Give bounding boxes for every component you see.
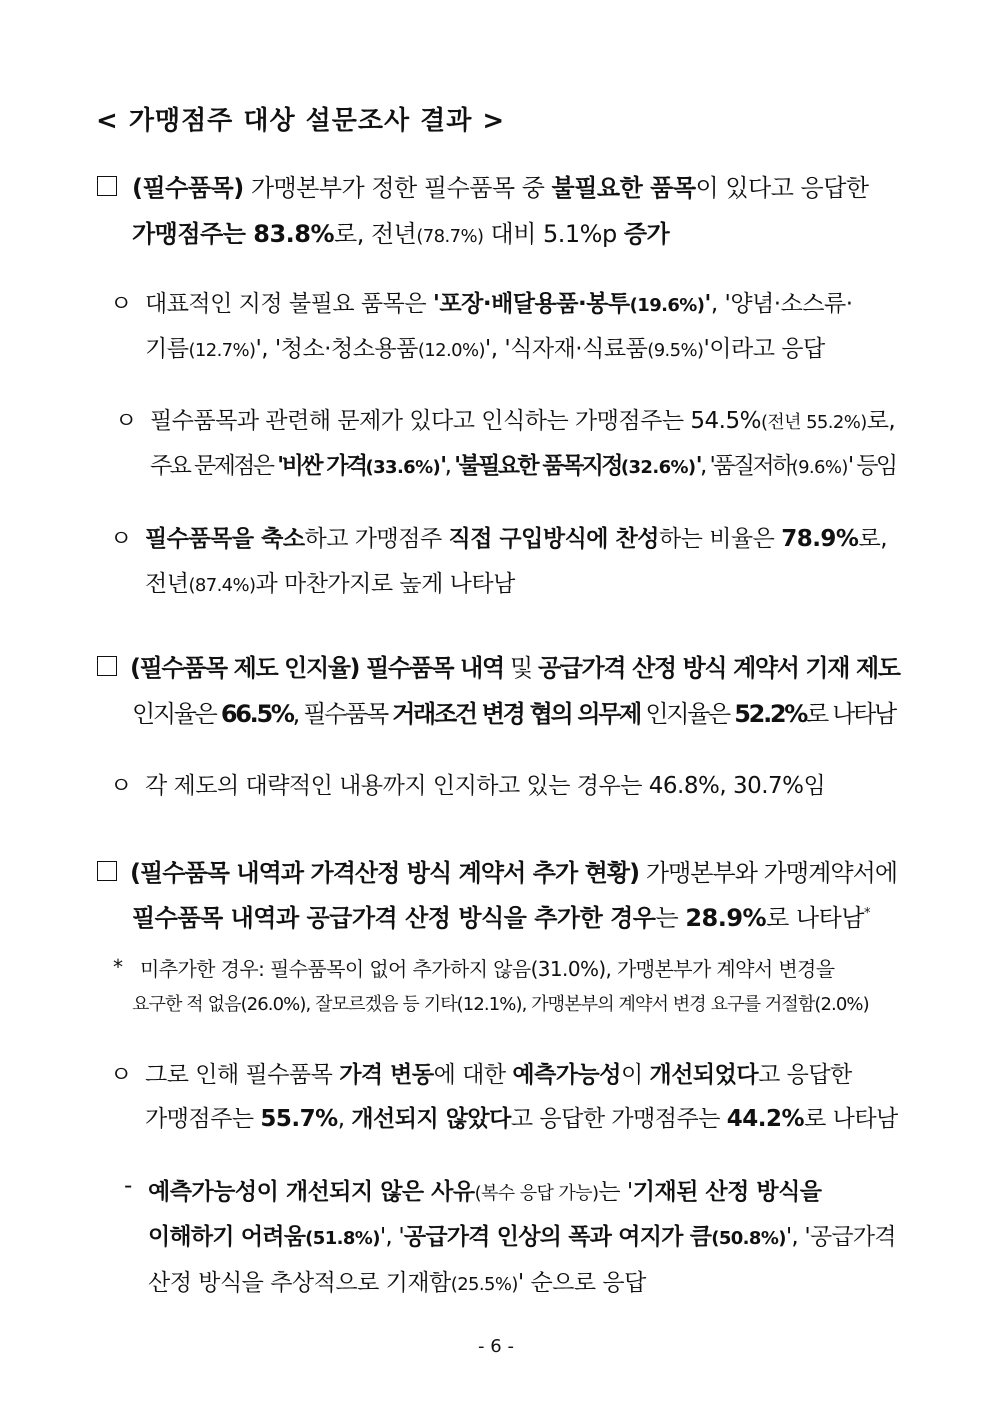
text-bold: 기재된 산정 방식을 (632, 1179, 822, 1205)
text-bold: 예측가능성이 개선되지 않은 사유 (148, 1179, 475, 1205)
text-bold: 예측가능성 (512, 1062, 621, 1088)
section3-line1 (130, 853, 897, 888)
text: 가맹본부가 정한 필수품목 중 (243, 174, 552, 202)
section2-bullet1: 각 제도의 대략적인 내용까지 인지하고 있는 경우는 46.8%, 30.7%임 (145, 773, 826, 799)
text: 에 대한 (433, 1062, 513, 1088)
section1-heading: (필수품목) (132, 174, 244, 202)
text-bold: 44.2% (726, 1106, 805, 1132)
text-small: (9.6%) (791, 457, 848, 478)
text-small: (9.5%) (647, 340, 704, 361)
section3-sub1-line1 (148, 1173, 822, 1206)
text: , '품질저하 (700, 453, 792, 479)
text-small: (51.8%) (305, 1228, 380, 1249)
text-bold: 직접 구입방식에 찬성 (448, 526, 659, 552)
section1-bullet2-line1 (150, 402, 895, 435)
text-bold: 개선되지 않았다 (351, 1106, 511, 1132)
text: 대비 5.1%p (483, 220, 624, 248)
text: 인지율은 (132, 700, 221, 728)
section1-line2 (132, 214, 669, 249)
text-bold: 불필요한 품목 (551, 174, 696, 202)
page-number: - 6 - (478, 1336, 514, 1357)
text-small: (50.8%) (711, 1228, 786, 1249)
checkbox-square-icon (97, 861, 117, 881)
text: 하는 비율은 (658, 526, 782, 552)
text: , '양념·소스류· (710, 291, 853, 317)
text-small: (32.6%) (620, 457, 696, 478)
text: 로, 전년 (334, 220, 417, 248)
text-small: (19.6%) (629, 295, 705, 316)
text-bold: 78.9% (781, 526, 859, 552)
section1-bullet2-line2 (150, 447, 896, 480)
bullet-circle: ㅇ (110, 526, 132, 552)
bullet-circle: ㅇ (110, 291, 132, 317)
text: '이라고 응답 (703, 336, 825, 362)
bullet-circle: ㅇ (115, 408, 137, 434)
text: 산정 방식을 추상적으로 기재함 (148, 1270, 451, 1296)
text: 로, (866, 408, 896, 434)
text: 인지율은 (640, 700, 735, 728)
text-bold: 거래조건 변경 협의 의무제 (392, 700, 641, 728)
section2-line2 (132, 694, 895, 729)
section1-bullet3-line1 (145, 520, 887, 553)
text-bold: 66.5% (220, 700, 293, 728)
section3-bullet1-line1 (145, 1056, 852, 1089)
text: , 필수품목 (292, 700, 393, 728)
text-bold: 55.7% (260, 1106, 338, 1132)
text: 대표적인 지정 불필요 품목은 (145, 291, 433, 317)
text-bold: 공급가격 산정 방식 계약서 기재 제도 (537, 654, 900, 682)
text-bold: 가격 변동 (339, 1062, 434, 1088)
text: 가맹본부와 가맹계약서에 (639, 859, 898, 887)
text: 로, (858, 526, 888, 552)
text-bold: '포장·배달용품·봉투 (432, 291, 630, 317)
text-bold: 공급가격 인상의 폭과 여지가 큼 (403, 1224, 712, 1250)
checkbox-square-icon (97, 656, 117, 676)
section3-bullet1-line2 (145, 1100, 898, 1133)
section1-bullet1-line2 (145, 330, 825, 363)
text-bold: 28.9% (685, 904, 767, 932)
section3-note-line2: 요구한 적 없음(26.0%), 잘모르겠음 등 기타(12.1%), 가맹본부의 계약서 변경 요구를 거절함(2.0%) (132, 994, 869, 1015)
text: 로 나타남 (804, 1106, 898, 1132)
text-bold: 이해하기 어려움 (148, 1224, 306, 1250)
text-small: (12.0%) (417, 340, 485, 361)
text: 고 응답한 (758, 1062, 852, 1088)
text: , (444, 453, 455, 479)
section2-line1 (130, 648, 900, 683)
text-small: (87.4%) (188, 575, 256, 596)
footnote-marker: * (863, 906, 870, 921)
text: ', '식자재·식료품 (484, 336, 648, 362)
text-bold: '불필요한 품목지정 (454, 453, 621, 479)
text-small: (25.5%) (450, 1274, 518, 1295)
section3-sub1-line2 (148, 1218, 896, 1251)
text-bold: 필수품목을 축소 (145, 526, 305, 552)
section3-heading: (필수품목 내역과 가격산정 방식 계약서 추가 현황) (130, 859, 640, 887)
text-bold: 증가 (623, 220, 670, 248)
text: ', ' (379, 1224, 404, 1250)
text-bold: ' (704, 291, 711, 317)
text: 주요 문제점은 (150, 453, 278, 479)
note-asterisk: * (113, 955, 123, 979)
text-bold: 가맹점주는 83.8% (132, 220, 335, 248)
text-bold: ' (440, 453, 445, 479)
text-bold: ' (695, 453, 701, 479)
text-bold: '비싼 가격 (277, 453, 366, 479)
text: ' 등임 (847, 453, 896, 479)
section3-note-line1: 미추가한 경우: 필수품목이 없어 추가하지 않음(31.0%), 가맹본부가 계약서 변경을 (140, 957, 835, 981)
text: 필수품목과 관련해 문제가 있다고 인식하는 가맹점주는 54.5% (150, 408, 761, 434)
text: 가맹점주는 (145, 1106, 261, 1132)
text: 로 나타남 (806, 700, 895, 728)
text: 이 (620, 1062, 650, 1088)
text: ' 순으로 응답 (517, 1270, 646, 1296)
text-small: (전년 55.2%) (760, 412, 867, 433)
page-title: < 가맹점주 대상 설문조사 결과 > (96, 106, 506, 136)
text-small: (12.7%) (188, 340, 256, 361)
text-small: (복수 응답 가능) (474, 1183, 599, 1204)
text: 전년 (145, 571, 189, 597)
text-small: (78.7%) (416, 226, 484, 247)
text: 고 응답한 가맹점주는 (510, 1106, 727, 1132)
section1-bullet3-line2 (145, 565, 515, 598)
section1-bullet1-line1 (145, 285, 853, 318)
checkbox-square-icon (97, 176, 117, 196)
section3-sub1-line3 (148, 1264, 646, 1297)
bullet-circle: ㅇ (110, 773, 132, 799)
text: 기름 (145, 336, 189, 362)
text-small: (33.6%) (365, 457, 441, 478)
text: 그로 인해 필수품목 (145, 1062, 340, 1088)
text: ', '공급가격 (785, 1224, 896, 1250)
text: 과 마찬가지로 높게 나타남 (255, 571, 515, 597)
section3-line2 (132, 898, 870, 933)
text: 하고 가맹점주 (304, 526, 449, 552)
text: 는 (655, 904, 686, 932)
bullet-dash: - (124, 1173, 132, 1199)
text: 및 (503, 654, 538, 682)
text-bold: 개선되었다 (649, 1062, 759, 1088)
text: 는 ' (598, 1179, 633, 1205)
text-bold: 필수품목 내역과 공급가격 산정 방식을 추가한 경우 (132, 904, 656, 932)
text: 이 있다고 응답한 (695, 174, 869, 202)
text: ', '청소·청소용품 (255, 336, 418, 362)
section1-line1 (132, 168, 869, 203)
bullet-circle: ㅇ (110, 1062, 132, 1088)
section2-heading: (필수품목 제도 인지율) (130, 654, 360, 682)
text: , (337, 1106, 352, 1132)
text: 로 나타남 (766, 904, 864, 932)
text-bold: 필수품목 내역 (359, 654, 504, 682)
text-bold: 52.2% (734, 700, 807, 728)
